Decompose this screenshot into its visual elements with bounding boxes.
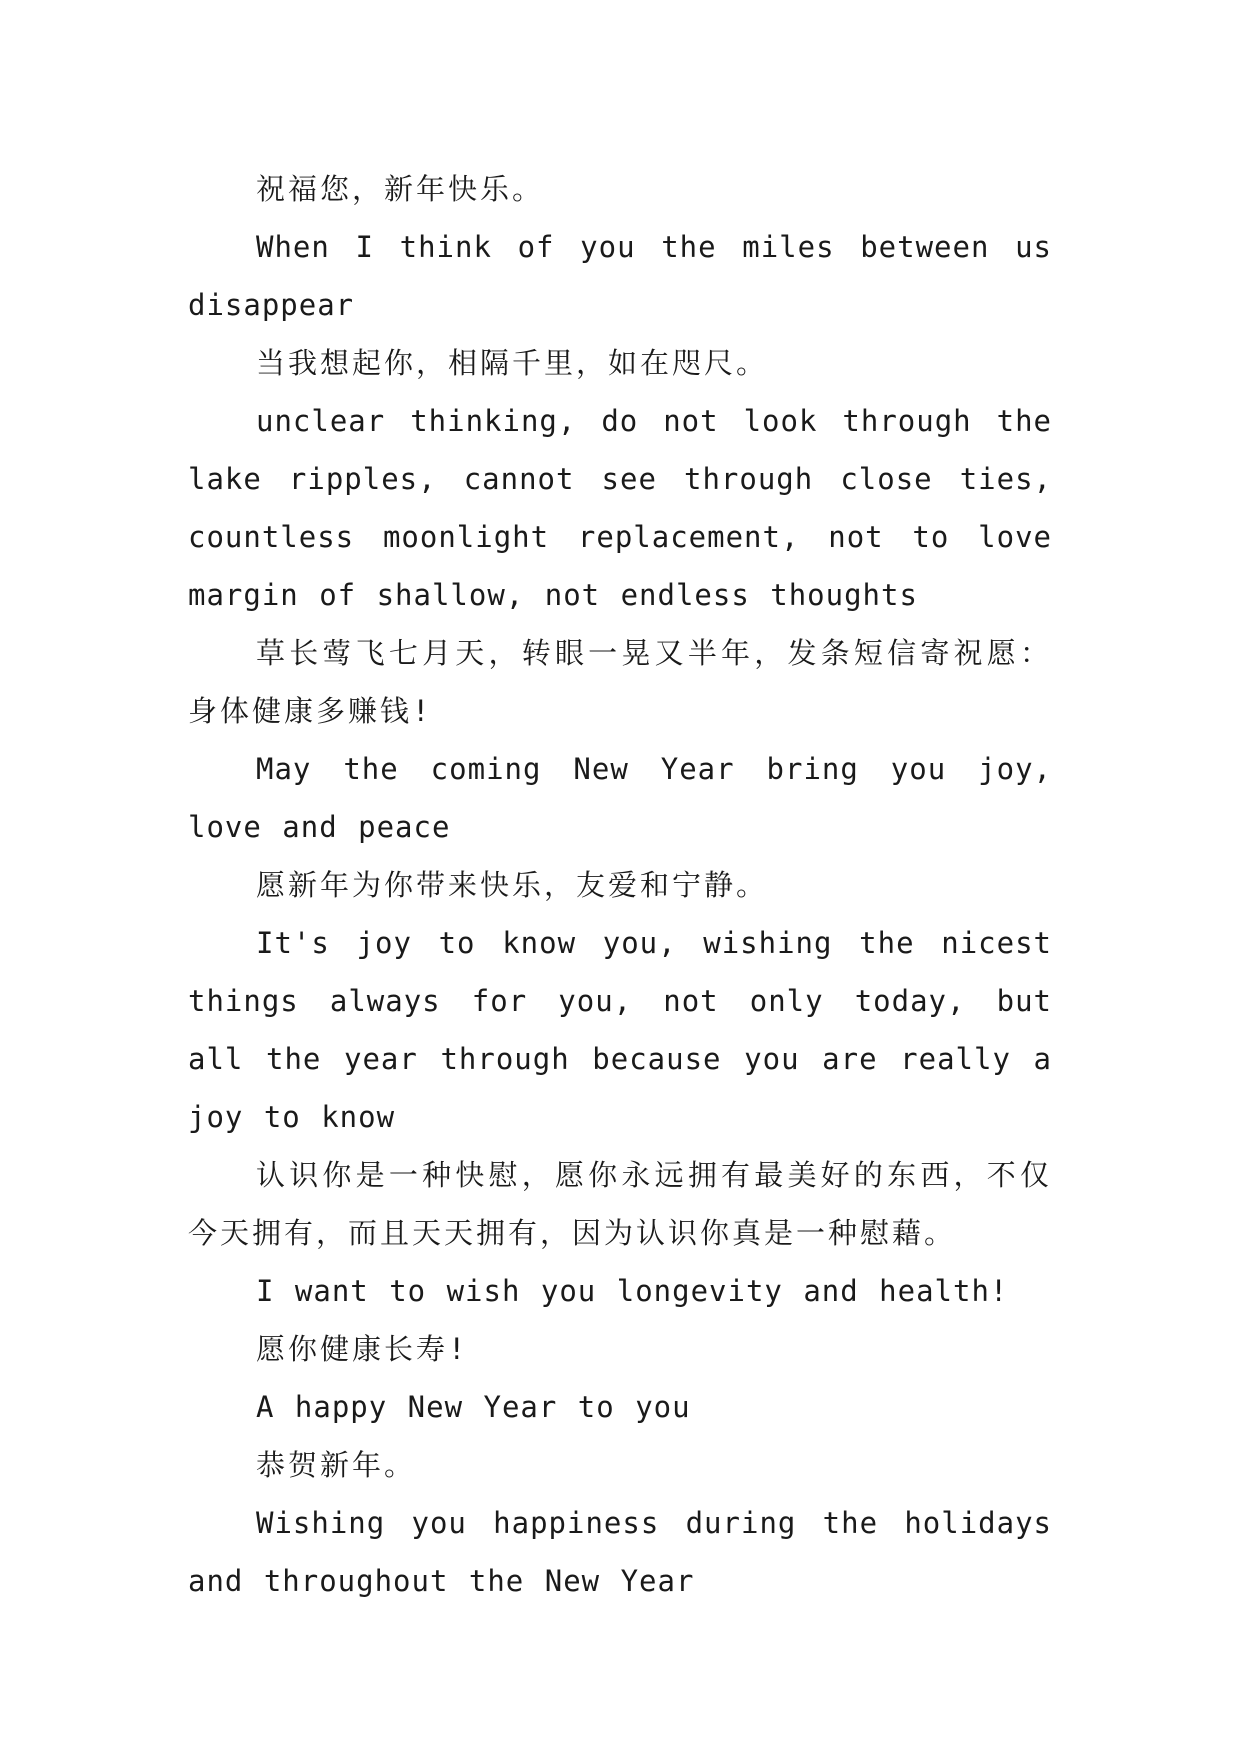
paragraph-english-coming-year: May the coming New Year bring you joy, love and peace	[188, 752, 1052, 844]
paragraph-english-holidays: Wishing you happiness during the holidays and throughout the New Year	[188, 1506, 1052, 1598]
paragraph-english-joy-to-know: It's joy to know you, wishing the nicest things always for you, not only today, but all the year through because you are really a joy to know	[188, 926, 1052, 1134]
document-body	[188, 160, 1052, 1610]
paragraph-chinese-joy-to-know: 认识你是一种快慰，愿你永远拥有最美好的东西，不仅今天拥有，而且天天拥有，因为认识你真是一种慰藉。	[188, 1158, 1052, 1250]
paragraph-english-miles: When I think of you the miles between us disappear	[188, 230, 1052, 322]
paragraph-chinese-blessing: 祝福您，新年快乐。	[256, 172, 545, 206]
paragraph-chinese-coming-year: 愿新年为你带来快乐，友爱和宁静。	[256, 868, 769, 902]
paragraph-chinese-july: 草长莺飞七月天，转眼一晃又半年，发条短信寄祝愿：身体健康多赚钱!	[188, 636, 1052, 728]
paragraph-english-longevity: I want to wish you longevity and health!	[256, 1274, 1009, 1308]
paragraph-english-happy-new-year: A happy New Year to you	[256, 1390, 691, 1424]
paragraph-english-unclear-thinking: unclear thinking, do not look through the lake ripples, cannot see through close ties, countless moonlight replacement, not to love margin of shallow, not endless thoughts	[188, 404, 1052, 612]
paragraph-chinese-miles: 当我想起你，相隔千里，如在咫尺。	[256, 346, 769, 380]
paragraph-chinese-happy-new-year: 恭贺新年。	[256, 1448, 417, 1482]
paragraph-chinese-longevity: 愿你健康长寿!	[256, 1332, 469, 1366]
